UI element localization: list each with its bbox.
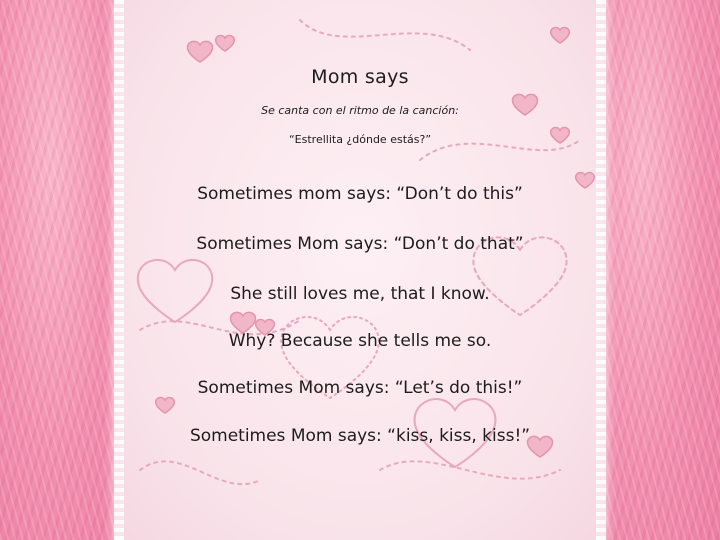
- poem-line-4: Why? Because she tells me so.: [228, 331, 492, 351]
- poem-line-5: Sometimes Mom says: “Let’s do this!”: [197, 378, 523, 398]
- heart-doodle-icon: [156, 397, 175, 413]
- poem-line-1: Sometimes mom says: “Don’t do this”: [197, 184, 523, 204]
- song-instruction: Se canta con el ritmo de la canción:: [261, 104, 459, 117]
- song-reference: “Estrellita ¿dónde estás?”: [288, 133, 432, 146]
- slide-title: Mom says: [311, 66, 409, 88]
- heart-doodle-icon: [216, 35, 235, 51]
- poem-line-2: Sometimes Mom says: “Don’t do that”: [196, 234, 524, 254]
- heart-doodle-icon: [551, 27, 570, 43]
- poem-line-6: Sometimes Mom says: “kiss, kiss, kiss!”: [189, 426, 531, 446]
- dotted-doodle-line: [300, 20, 470, 50]
- poem-line-3: She still loves me, that I know.: [230, 284, 490, 304]
- heart-doodle-icon: [230, 312, 255, 333]
- heart-doodle-icon: [187, 41, 212, 62]
- dotted-doodle-line: [140, 461, 260, 484]
- dotted-doodle-line: [380, 461, 560, 478]
